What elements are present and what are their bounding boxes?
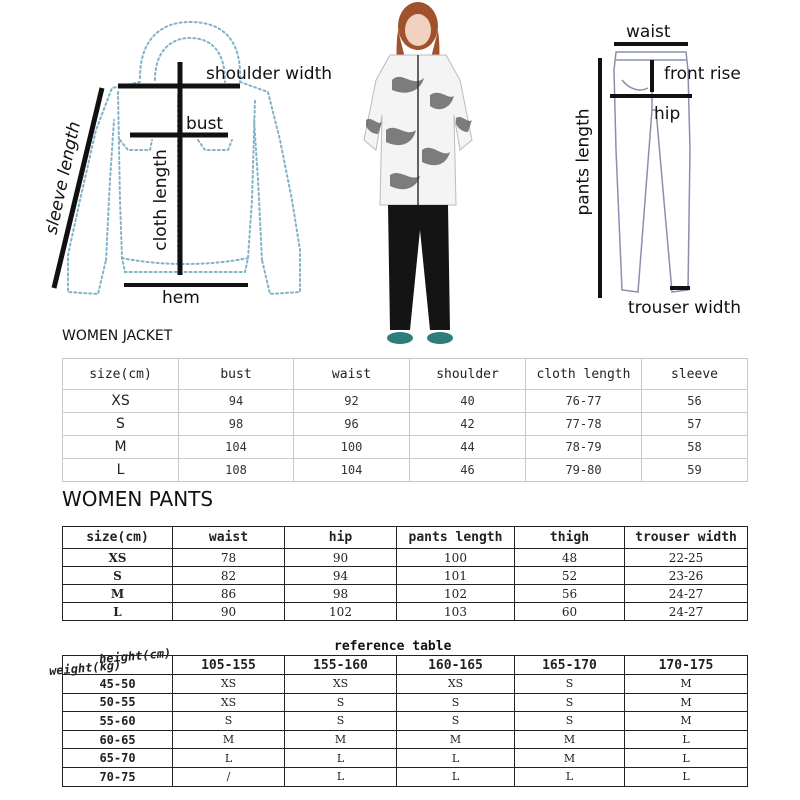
- header-cell: shoulder: [410, 359, 526, 390]
- table-cell: M: [625, 675, 748, 694]
- table-row: [63, 693, 748, 712]
- table-row: [63, 767, 748, 786]
- table-cell: 42: [410, 413, 526, 436]
- size-cell: M: [63, 436, 179, 459]
- table-row: [63, 730, 748, 749]
- table-row: [63, 749, 748, 768]
- table-cell: L: [173, 749, 285, 768]
- table-cell: 60: [515, 603, 625, 621]
- bust-label: bust: [186, 114, 224, 134]
- table-cell: 98: [179, 413, 294, 436]
- table-cell: L: [515, 767, 625, 786]
- jacket-diagram: [0, 0, 340, 320]
- header-cell: hip: [285, 527, 397, 549]
- header-cell: 155-160: [285, 656, 397, 675]
- table-cell: 46: [410, 459, 526, 482]
- header-cell: sleeve: [642, 359, 748, 390]
- header-cell: bust: [179, 359, 294, 390]
- weight-cell: 55-60: [63, 712, 173, 731]
- table-cell: 102: [285, 603, 397, 621]
- weight-cell: 70-75: [63, 767, 173, 786]
- model-illustration: [350, 0, 490, 355]
- size-cell: S: [63, 567, 173, 585]
- table-cell: M: [515, 749, 625, 768]
- header-cell: waist: [294, 359, 410, 390]
- table-cell: L: [625, 767, 748, 786]
- table-cell: 78-79: [526, 436, 642, 459]
- header-cell: 105-155: [173, 656, 285, 675]
- table-row: [63, 413, 748, 436]
- size-cell: L: [63, 603, 173, 621]
- header-cell: 160-165: [397, 656, 515, 675]
- weight-cell: 50-55: [63, 693, 173, 712]
- table-cell: /: [173, 767, 285, 786]
- table-cell: L: [625, 749, 748, 768]
- table-cell: 90: [173, 603, 285, 621]
- table-cell: 90: [285, 549, 397, 567]
- table-cell: S: [397, 712, 515, 731]
- table-row: [63, 712, 748, 731]
- table-cell: 94: [179, 390, 294, 413]
- table-cell: 108: [179, 459, 294, 482]
- table-row: [63, 603, 748, 621]
- table-cell: 23-26: [625, 567, 748, 585]
- shoulder-width-label: shoulder width: [206, 64, 333, 84]
- table-cell: L: [397, 749, 515, 768]
- table-cell: 24-27: [625, 603, 748, 621]
- pants-diagram: [560, 0, 800, 325]
- table-row: [63, 567, 748, 585]
- corner-cell: [48, 645, 173, 679]
- table-row: [63, 585, 748, 603]
- table-cell: 48: [515, 549, 625, 567]
- table-cell: M: [625, 712, 748, 731]
- table-row: [63, 549, 748, 567]
- height-axis-label: height(cm): [98, 645, 172, 667]
- header-cell: size(cm): [63, 359, 179, 390]
- table-cell: M: [285, 730, 397, 749]
- jacket-table-header: [63, 359, 748, 390]
- waist-label: waist: [626, 22, 671, 42]
- table-cell: 86: [173, 585, 285, 603]
- jacket-size-table: [62, 358, 748, 482]
- table-cell: XS: [397, 675, 515, 694]
- model-photo: [350, 0, 490, 355]
- table-cell: 92: [294, 390, 410, 413]
- table-cell: 56: [642, 390, 748, 413]
- table-cell: L: [397, 767, 515, 786]
- front-rise-label: front rise: [664, 64, 741, 84]
- table-row: [63, 436, 748, 459]
- size-cell: L: [63, 459, 179, 482]
- table-cell: S: [285, 712, 397, 731]
- pants-length-label: pants length: [573, 108, 594, 216]
- pants-table-title: WOMEN PANTS: [62, 487, 214, 511]
- hip-label: hip: [654, 104, 681, 124]
- table-row: [63, 675, 748, 694]
- weight-cell: 65-70: [63, 749, 173, 768]
- table-cell: 98: [285, 585, 397, 603]
- table-cell: 104: [294, 459, 410, 482]
- sleeve-length-label: sleeve length: [41, 119, 86, 237]
- header-cell: waist: [173, 527, 285, 549]
- header-cell: thigh: [515, 527, 625, 549]
- weight-cell: 60-65: [63, 730, 173, 749]
- table-cell: S: [515, 693, 625, 712]
- table-cell: 24-27: [625, 585, 748, 603]
- table-cell: 96: [294, 413, 410, 436]
- table-cell: 57: [642, 413, 748, 436]
- size-cell: XS: [63, 390, 179, 413]
- header-cell: 170-175: [625, 656, 748, 675]
- table-cell: M: [625, 693, 748, 712]
- table-cell: 78: [173, 549, 285, 567]
- header-cell: pants length: [397, 527, 515, 549]
- cloth-length-label: cloth length: [150, 149, 171, 251]
- header-cell: cloth length: [526, 359, 642, 390]
- table-cell: 44: [410, 436, 526, 459]
- table-cell: 76-77: [526, 390, 642, 413]
- table-cell: 102: [397, 585, 515, 603]
- table-cell: S: [515, 712, 625, 731]
- table-cell: 100: [397, 549, 515, 567]
- weight-axis-label: weight(kg): [48, 657, 122, 679]
- header-cell: 165-170: [515, 656, 625, 675]
- pants-size-table: [62, 526, 748, 621]
- table-cell: M: [173, 730, 285, 749]
- table-cell: 100: [294, 436, 410, 459]
- table-cell: 101: [397, 567, 515, 585]
- table-cell: 79-80: [526, 459, 642, 482]
- trouser-width-label: trouser width: [628, 298, 742, 318]
- jacket-table-title: WOMEN JACKET: [62, 328, 173, 344]
- table-cell: M: [515, 730, 625, 749]
- table-cell: 56: [515, 585, 625, 603]
- table-cell: S: [173, 712, 285, 731]
- table-cell: 52: [515, 567, 625, 585]
- table-cell: 58: [642, 436, 748, 459]
- size-cell: S: [63, 413, 179, 436]
- table-cell: XS: [285, 675, 397, 694]
- table-cell: 94: [285, 567, 397, 585]
- reference-table-header: [63, 656, 748, 675]
- table-cell: 59: [642, 459, 748, 482]
- reference-table-title: reference table: [334, 639, 452, 654]
- weight-cell: 45-50: [63, 675, 173, 694]
- hem-label: hem: [162, 288, 200, 308]
- table-cell: L: [625, 730, 748, 749]
- pants-outline-drawing: [560, 0, 800, 325]
- pants-table-header: [63, 527, 748, 549]
- size-cell: M: [63, 585, 173, 603]
- table-cell: 82: [173, 567, 285, 585]
- header-cell: trouser width: [625, 527, 748, 549]
- table-cell: 22-25: [625, 549, 748, 567]
- table-cell: 77-78: [526, 413, 642, 436]
- table-cell: S: [285, 693, 397, 712]
- table-cell: M: [397, 730, 515, 749]
- header-cell: size(cm): [63, 527, 173, 549]
- table-cell: S: [515, 675, 625, 694]
- table-cell: 40: [410, 390, 526, 413]
- table-cell: XS: [173, 675, 285, 694]
- table-cell: S: [397, 693, 515, 712]
- table-row: [63, 459, 748, 482]
- table-cell: XS: [173, 693, 285, 712]
- table-row: [63, 390, 748, 413]
- size-cell: XS: [63, 549, 173, 567]
- table-cell: 104: [179, 436, 294, 459]
- table-cell: 103: [397, 603, 515, 621]
- table-cell: L: [285, 767, 397, 786]
- table-cell: L: [285, 749, 397, 768]
